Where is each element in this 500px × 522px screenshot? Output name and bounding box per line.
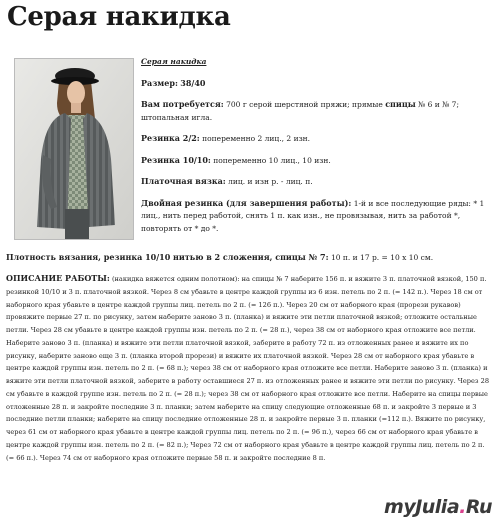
description-block (6, 272, 494, 464)
photo-illustration (15, 59, 133, 239)
density-row (6, 251, 496, 264)
materials-label: Вам потребуется: (141, 99, 224, 109)
materials-bold: спицы (385, 99, 416, 109)
density-text: 10 п. и 17 р. = 10 х 10 см. (330, 253, 434, 262)
size-row (141, 77, 493, 91)
title-link[interactable]: Серая накидка (141, 57, 207, 66)
site-watermark (384, 496, 492, 518)
watermark-dot: . (459, 496, 466, 518)
description-label: ОПИСАНИЕ РАБОТЫ: (6, 273, 110, 283)
rib1010-label: Резинка 10/10: (141, 154, 211, 165)
double-rib-row (141, 197, 493, 236)
watermark-part-1: myJulia (384, 496, 460, 518)
rib1010-text: попеременно 10 лиц., 10 изн. (213, 155, 331, 165)
rib22-row (141, 132, 493, 146)
double-rib-text: 1-й и все последующие ряды: * 1 лиц., нить перед работой, снять 1 п. как изн., не провязывая, нить за работой *, повторять от * до *. (141, 198, 485, 233)
woman-in-knitted-cape-photo (14, 58, 134, 240)
density-label: Плотность вязания, резинка 10/10 нитью в 2 сложения, спицы № 7: (6, 252, 329, 262)
rib22-text: попеременно 2 лиц., 2 изн. (202, 134, 311, 143)
stockinette-row (141, 175, 493, 189)
double-rib-label: Двойная резинка (для завершения работы): (141, 197, 352, 208)
stockinette-label: Платочная вязка: (141, 176, 226, 186)
materials-row (141, 98, 493, 124)
rib22-label: Резинка 2/2: (141, 133, 200, 143)
specs-block (141, 56, 493, 243)
description-text: (накидка вяжется одним полотном): на спицы № 7 наберите 156 п. и вяжите 3 п. платочной вязкой, 150 п. резинкой 10/10 и 3 п. платочной вязкой. Через 8 см убавьте в центре каждой группы из 6 изн. петель по 2 п. (= 142 п.). Через 18 см от наборного края убавьте в центре каждой группы лиц. петель по 2 п. (= 126 п.). Через 20 см от наборного края (прорези рукавов) провяжите первые 27 п. по рисунку, затем наберите заново 3 п. (планка) и вяжите эти петли платочной вязкой; отложите остальные петли. Через 28 см убавьте в центре каждой группы изн. петель по 2 п. (= 28 п.), через 38 см от наборного края отложите все петли. Наберите заново 3 п. (планка) и вяжите эти петли платочной вязкой, заберите в работу 72 п. из отложенных ранее и вяжите их по рисунку, наберите заново еще 3 п. (планка второй прорези) и вяжите их платочной вязкой. Через 28 см от наборного края убавьте в центре каждой группы изн. петель по 2 п. (= 68 п.); через 38 см от наборного края отложите все петли. Наберите заново 3 п. (планка) и вяжите эти петли платочной вязкой, заберите в работу оставшиеся 27 п. из отложенных ранее и вяжите эти петли по рисунку. Через 28 см убавьте в каждой группе изн. петель по 2 п. (= 28 п.); через 38 см от наборного края отложите все петли. Наберите на спицы первые отложенные 28 п. и закройте последние 3 п. планки; затем наберите на спицу следующие отложенные 68 п. и закройте 3 первые и 3 последние петли планки; наберите на спицу последние отложенные 28 п. и закройте первые 3 п. планки (=112 п.). Вяжите по рисунку, через 61 см от наборного края убавьте в центре каждой группы лиц. петель по 2 п. (= 96 п.), через 66 см от наборного края убавьте в центре каждой группы изн. петель по 2 п. (= 82 п.); Через 72 см от наборного края убавьте в центре каждой группы лиц. петель по 2 п. (= 66 п.). Через 74 см от наборного края отложите первые 58 п. и закройте последние 8 п. (6, 275, 490, 462)
size-label: Размер: (141, 77, 178, 88)
watermark-part-2: Ru (465, 496, 492, 518)
size-value: 38/40 (180, 77, 206, 88)
rib1010-row (141, 154, 493, 168)
materials-text-1: 700 г серой шерстяной пряжи; прямые (226, 100, 383, 109)
stockinette-text: лиц. и изн р. - лиц. п. (228, 177, 313, 186)
page-title: Серая накидка (7, 2, 231, 32)
materials-text-2: № 6 и № 7; штопальная игла. (141, 100, 459, 122)
